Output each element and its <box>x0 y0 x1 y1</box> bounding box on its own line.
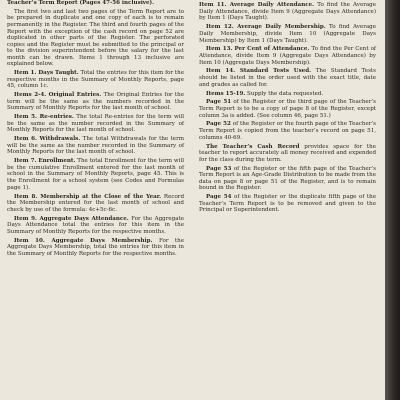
item-paragraph <box>199 91 376 98</box>
item-body: To find the Per Cent of Attendance, divide Item 9 (Aggregate Days Attendance) by Item 10 (Aggregate Days Membership). <box>199 46 376 66</box>
item-body: To find Average Daily Membership, divide Item 10 (Aggregate Days Membership) by Item 1 (Days Taught). <box>199 24 377 44</box>
item-title: Item 11. Average Daily Attendance. <box>199 2 315 9</box>
item-paragraph <box>7 194 184 214</box>
item-body: Total the entries for this item for the respective months in the Summary of Monthly Reports, page 45, column 1c. <box>7 70 185 90</box>
item-paragraph <box>199 166 376 192</box>
item-title: Page 54 <box>206 194 232 201</box>
item-body: The Original Entries for the term will be the same as the numbers recorded in the Summary of Monthly Reports for the last month of school. <box>7 92 184 112</box>
item-body: The total Enrollment for the term will be the cumulative Enrollment entered for the last month of school in the Summary of Monthly Reports, page 45. This is the Enrollment for a school system (see Codes and Formulas page 1). <box>7 158 184 191</box>
item-body: of the Register or the fourth page of the Teacher’s Term Report is copied from the teacher’s record on page 51, columns 40-69. <box>199 121 376 141</box>
intro-paragraph: The first two and last two pages of the Term Report are to be prepared in duplicate and one copy of each is to remain permanently in the Register. The third and fourth pages of the Report with the exception of the cash record on page 52 are duplicated in other parts of the Register. The perforated copies and the Register must be submitted to the principal or to the division superintendent before the salary for the last month can be drawn. Items 1 through 13 inclusive are explained below. <box>7 8 184 68</box>
item-paragraph <box>199 46 376 66</box>
item-paragraph <box>199 24 376 44</box>
item-title: Item 12. Average Daily Membership. <box>206 24 326 31</box>
item-title: Page 51 <box>206 99 232 106</box>
right-column <box>199 0 376 214</box>
item-paragraph <box>7 216 184 236</box>
item-body: provides space for the teacher to report accurately all money received and expended for the class during the term. <box>199 143 376 163</box>
item-body: of the Register or the third page of the Teacher’s Term Report is to be a copy of page 8 of the Register, except column 3a is added. (See column 46, page 51.) <box>199 99 376 119</box>
item-paragraph <box>7 70 184 90</box>
item-paragraph <box>199 144 376 164</box>
item-title: Item 1. Days Taught. <box>14 70 79 77</box>
item-body: For the Aggregate Days Attendance total the entries for this item in the Summary of Monthly Reports for the respective months. <box>7 215 185 235</box>
left-column <box>7 0 184 257</box>
item-paragraph <box>199 194 376 214</box>
item-title: Item 14. Standard Tests Used. <box>206 68 312 75</box>
item-title: Items 2-4. Original Entries. <box>14 92 102 99</box>
item-paragraph <box>199 68 376 88</box>
item-title: Item 9. Aggregate Days Attendance. <box>14 215 129 222</box>
left-item-list <box>7 70 184 257</box>
section-heading: Teacher’s Term Report (Pages 47-56 inclusive). <box>7 0 155 6</box>
item-paragraph <box>7 238 184 258</box>
item-paragraph <box>7 136 184 156</box>
item-title: Page 53 <box>206 165 232 172</box>
item-title: Item 8. Membership at the Close of the Year. <box>14 193 162 200</box>
item-paragraph <box>199 2 376 22</box>
item-body: To find the Average Daily Attendance, divide Item 9 (Aggregate Days Attendance) by Item 1 (Days Taught). <box>199 2 377 22</box>
item-title: Page 52 <box>206 121 231 128</box>
item-title: Item 13. Per Cent of Attendance. <box>206 46 310 53</box>
item-title: Items 15-19. <box>206 90 246 97</box>
item-body: For the Aggregate Days Membership, total the entries for this item in the Summary of Monthly Reports for the respective months. <box>7 237 185 257</box>
item-title: Item 5. Re-entries. <box>14 114 74 121</box>
item-title: Item 10. Aggregate Days Membership. <box>14 237 153 244</box>
item-body: The total Re-entries for the term will be the same as the number recorded in the Summary of Monthly Reports for the last month of school. <box>7 114 185 134</box>
item-paragraph <box>7 158 184 191</box>
item-body: of the Register or the duplicate fifth page of the Teacher’s Term Report is to be removed and given to the Principal or Superintendent. <box>199 194 376 214</box>
item-paragraph <box>7 114 184 134</box>
right-item-list <box>199 2 376 213</box>
item-body: The total Withdrawals for the term will be the same as the number recorded in the Summary of Monthly Reports for the last month of school. <box>7 136 185 156</box>
item-body: of the Register or the fifth page of the Teacher’s Term Report is an Age-Grade Distribution to be made from the data on page 8 or page 51 of the Register, and is to remain bound in the Register. <box>199 165 376 192</box>
item-body: Supply the data requested. <box>247 90 324 97</box>
item-paragraph <box>199 121 376 141</box>
item-body: The Standard Tests should be listed in the order used with the exact title, date and grades as called for. <box>199 68 377 88</box>
item-title: Item 6. Withdrawals. <box>14 136 81 143</box>
item-title: The Teacher’s Cash Record <box>206 143 300 150</box>
page-edge-shadow <box>385 0 400 400</box>
item-paragraph <box>7 92 184 112</box>
item-paragraph <box>199 99 376 119</box>
item-body: Record the Membership entered for the last month of school and check by use of the formula: 4c+5c-6c. <box>7 193 184 213</box>
item-title: Item 7. Enrollment. <box>14 158 76 165</box>
